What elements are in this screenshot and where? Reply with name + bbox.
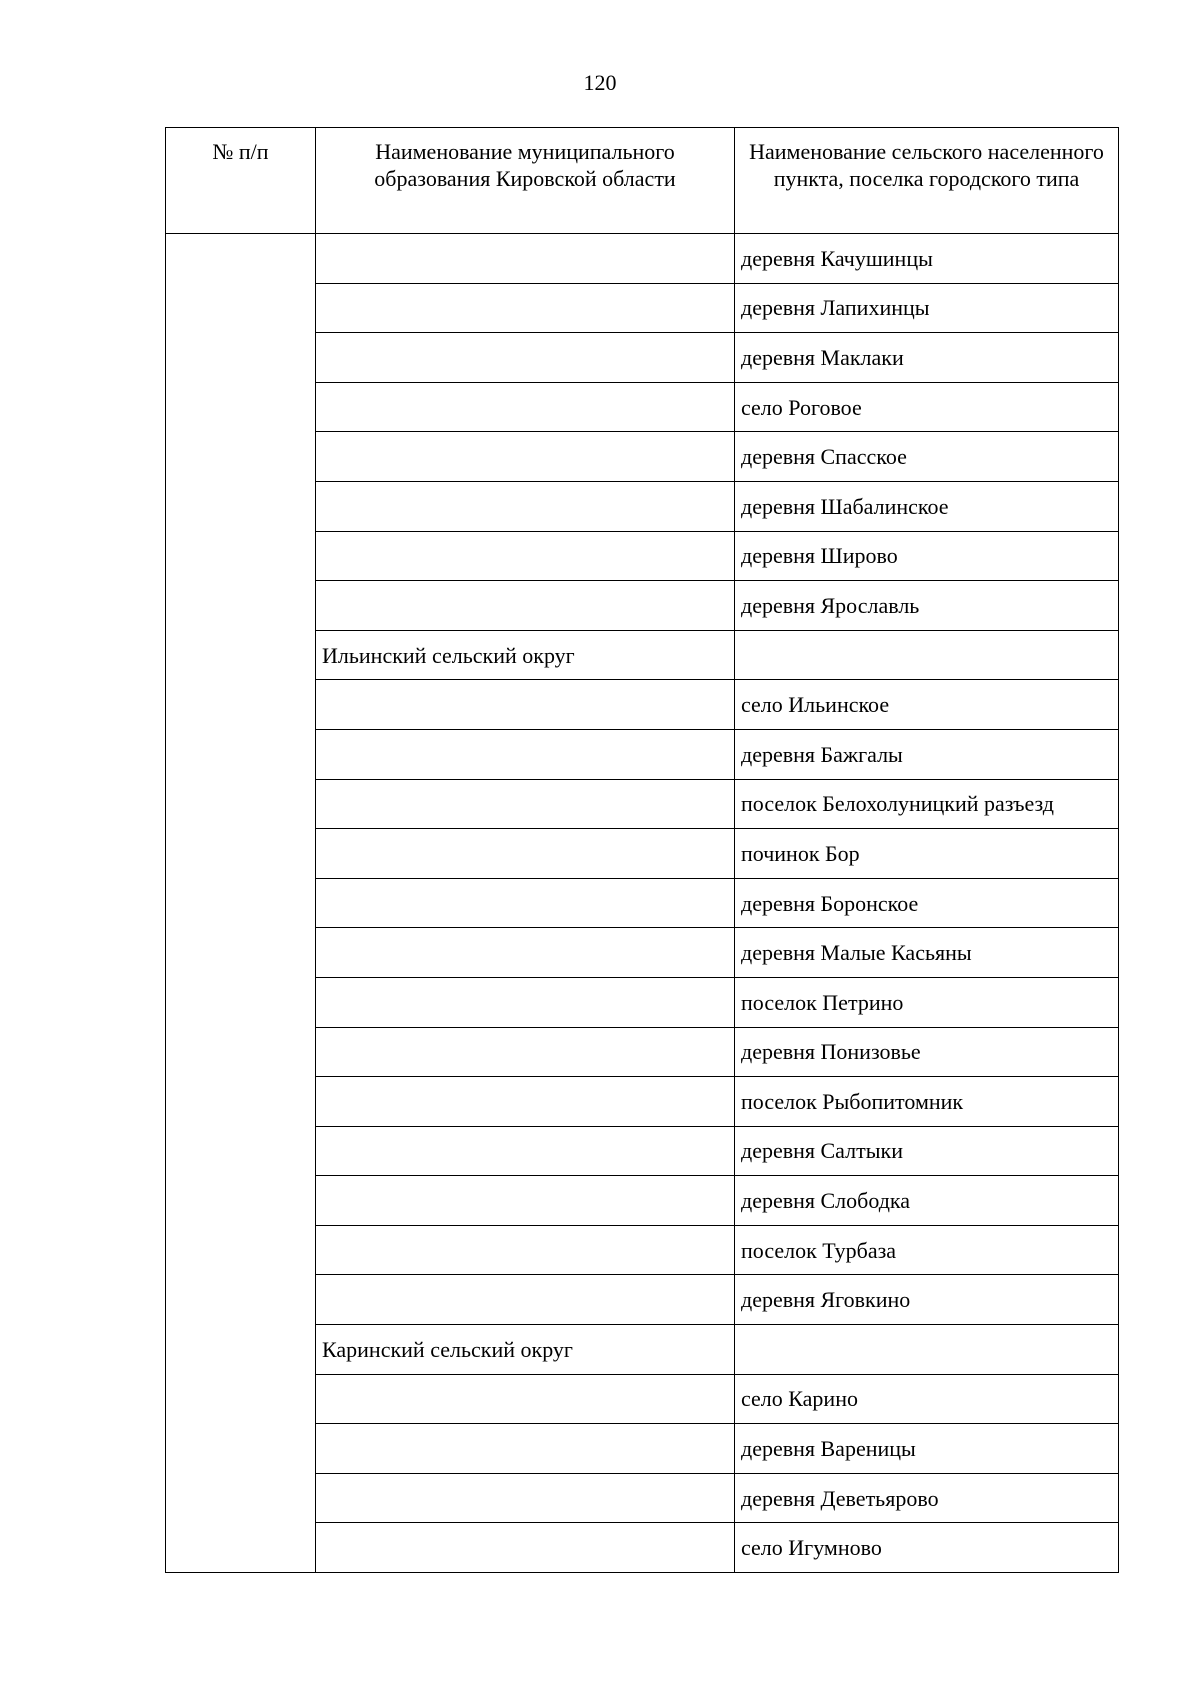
settlement-cell: деревня Слободка: [735, 1176, 1119, 1226]
settlement-cell: деревня Шабалинское: [735, 481, 1119, 531]
header-settlement: Наименование сельского населенного пункта, поселка городского типа: [735, 128, 1119, 234]
municipality-cell: [316, 1424, 735, 1474]
municipality-cell: [316, 1126, 735, 1176]
settlement-cell: деревня Деветьярово: [735, 1473, 1119, 1523]
settlement-cell: поселок Турбаза: [735, 1225, 1119, 1275]
settlement-cell: село Карино: [735, 1374, 1119, 1424]
municipality-cell: [316, 1077, 735, 1127]
municipality-cell: [316, 977, 735, 1027]
settlement-cell: деревня Малые Касьяны: [735, 928, 1119, 978]
settlement-cell: село Ильинское: [735, 680, 1119, 730]
municipality-cell: [316, 1027, 735, 1077]
settlement-cell: деревня Боронское: [735, 878, 1119, 928]
settlement-cell: починок Бор: [735, 829, 1119, 879]
municipality-cell: [316, 234, 735, 284]
header-municipality: Наименование муниципального образования Кировской области: [316, 128, 735, 234]
municipality-cell: [316, 878, 735, 928]
settlement-cell: деревня Ярославль: [735, 581, 1119, 631]
municipality-cell: [316, 432, 735, 482]
settlement-cell: деревня Лапихинцы: [735, 283, 1119, 333]
settlement-cell: деревня Салтыки: [735, 1126, 1119, 1176]
settlement-cell: деревня Широво: [735, 531, 1119, 581]
municipality-cell: Каринский сельский округ: [316, 1325, 735, 1375]
table-body: [166, 234, 1119, 1573]
municipality-cell: [316, 729, 735, 779]
municipality-cell: Ильинский сельский округ: [316, 630, 735, 680]
settlements-table: [165, 127, 1119, 1573]
settlement-cell: деревня Бажгалы: [735, 729, 1119, 779]
municipality-cell: [316, 581, 735, 631]
table-header: [166, 128, 1119, 234]
settlement-cell: деревня Маклаки: [735, 333, 1119, 383]
municipality-cell: [316, 1523, 735, 1573]
municipality-cell: [316, 1176, 735, 1226]
municipality-cell: [316, 1473, 735, 1523]
municipality-cell: [316, 1225, 735, 1275]
settlement-cell: [735, 1325, 1119, 1375]
municipality-cell: [316, 531, 735, 581]
header-row: [166, 128, 1119, 234]
municipality-cell: [316, 779, 735, 829]
municipality-cell: [316, 1275, 735, 1325]
settlement-cell: поселок Белохолуницкий разъезд: [735, 779, 1119, 829]
settlement-cell: поселок Петрино: [735, 977, 1119, 1027]
settlement-cell: [735, 630, 1119, 680]
municipality-cell: [316, 928, 735, 978]
settlement-cell: деревня Спасское: [735, 432, 1119, 482]
settlement-cell: село Игумново: [735, 1523, 1119, 1573]
settlement-cell: село Роговое: [735, 382, 1119, 432]
settlement-cell: деревня Вареницы: [735, 1424, 1119, 1474]
municipality-cell: [316, 382, 735, 432]
settlement-cell: деревня Качушинцы: [735, 234, 1119, 284]
table-row: [166, 234, 1119, 284]
municipality-cell: [316, 283, 735, 333]
municipality-cell: [316, 680, 735, 730]
settlement-cell: поселок Рыбопитомник: [735, 1077, 1119, 1127]
municipality-cell: [316, 829, 735, 879]
settlement-cell: деревня Яговкино: [735, 1275, 1119, 1325]
settlement-cell: деревня Понизовье: [735, 1027, 1119, 1077]
row-number-cell: [166, 234, 316, 1573]
page-number: 120: [583, 70, 617, 95]
municipality-cell: [316, 1374, 735, 1424]
municipality-cell: [316, 333, 735, 383]
municipality-cell: [316, 481, 735, 531]
header-number: № п/п: [166, 128, 316, 234]
